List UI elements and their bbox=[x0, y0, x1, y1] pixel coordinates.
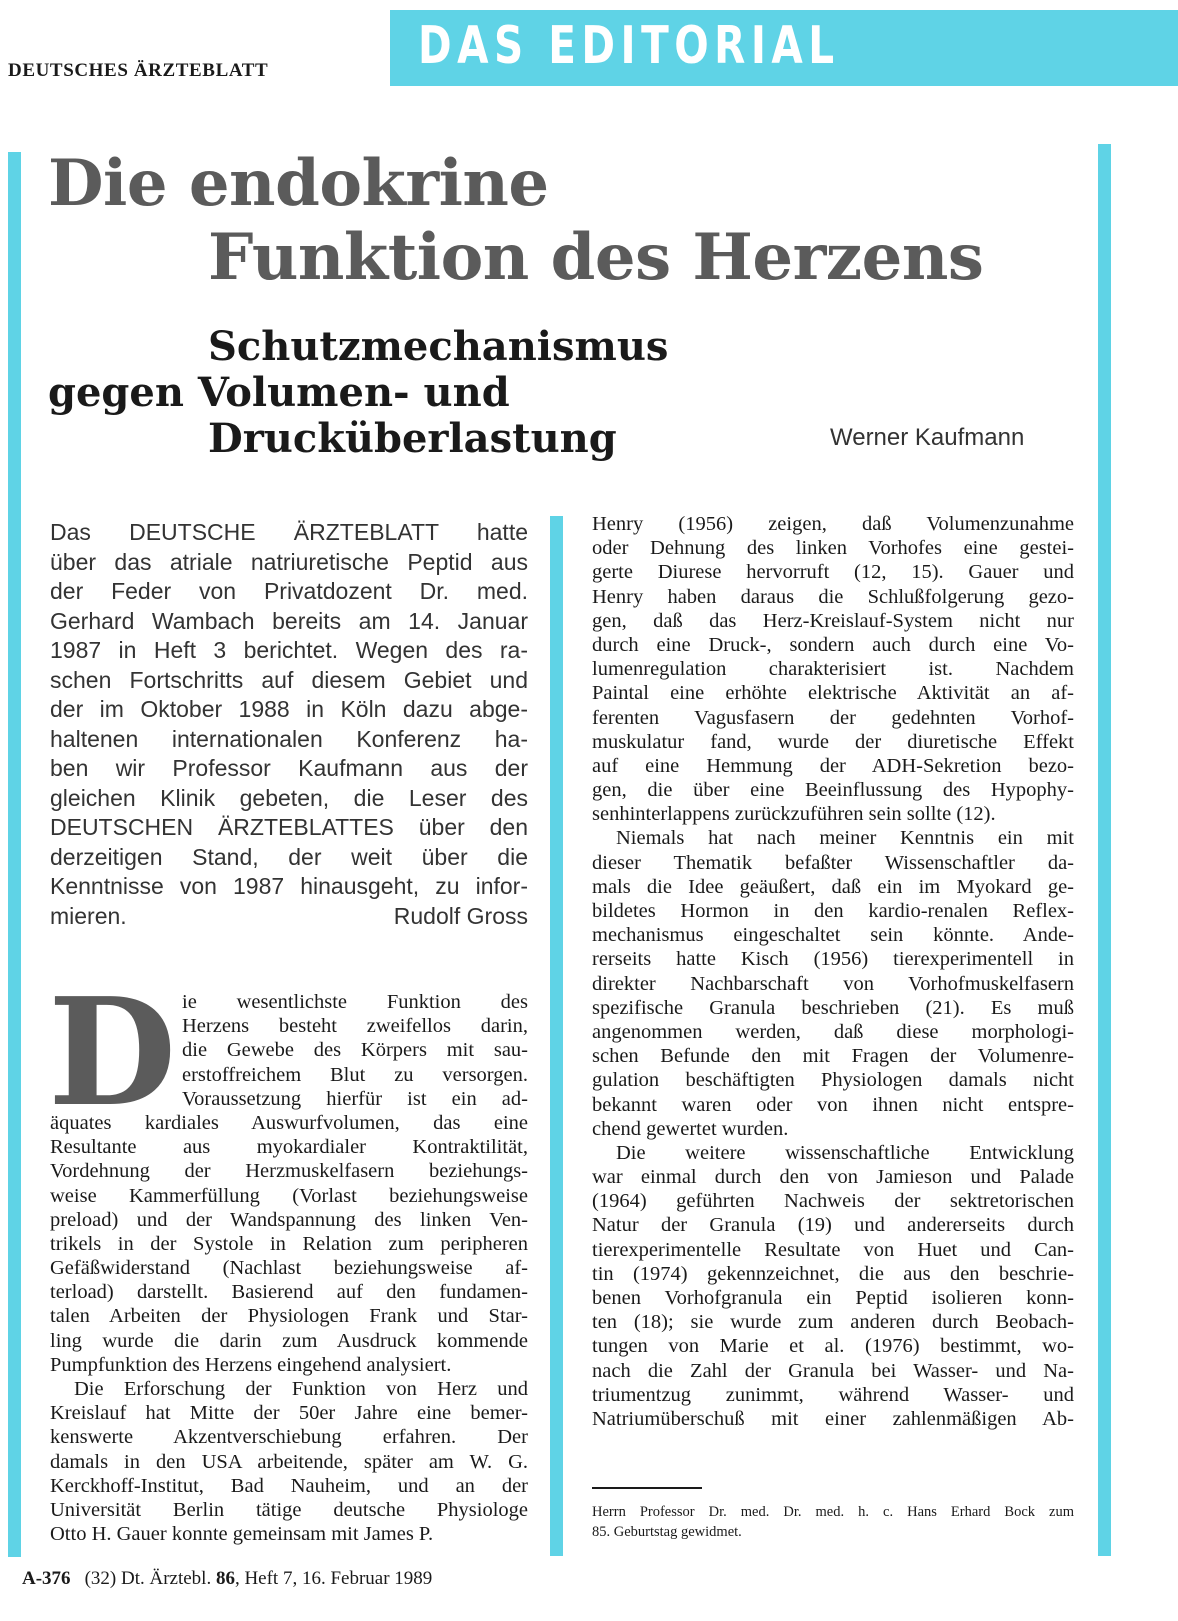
intro-signer: Rudolf Gross bbox=[393, 902, 528, 929]
intro-line: schen Fortschritts auf diesem Gebiet und bbox=[50, 666, 528, 693]
footer-issue: , Heft 7, 16. Februar 1989 bbox=[234, 1568, 433, 1589]
subtitle-line-1: Schutzmechanismus bbox=[208, 323, 669, 370]
body-line: trikels in der Systole in Relation zum peripheren bbox=[50, 1232, 528, 1255]
body-line: gerte Diurese hervorruft (12, 15). Gauer und bbox=[592, 561, 1074, 584]
body-line: oder Dehnung des linken Vorhofes eine gestei- bbox=[592, 537, 1074, 560]
body-line: Natur der Granula (19) und andererseits durch bbox=[592, 1214, 1074, 1237]
body-line: äquates kardiales Auswurfvolumen, das eine bbox=[50, 1111, 528, 1134]
body-line: bildetes Hormon in den kardio-renalen Reflex- bbox=[592, 900, 1074, 922]
body-line: Otto H. Gauer konnte gemeinsam mit James P. bbox=[50, 1523, 434, 1546]
footer-journal: (32) Dt. Ärztebl. bbox=[84, 1568, 212, 1589]
body-line: tierexperimentelle Resultate von Huet und Can- bbox=[592, 1238, 1074, 1261]
section-label: DAS EDITORIAL bbox=[418, 16, 840, 76]
body-line: preload) und der Wandspannung des linken Ven- bbox=[50, 1208, 528, 1231]
body-line: gen, die über eine Beeinflussung des Hypophy- bbox=[592, 779, 1074, 802]
body-line: Kreislauf hat Mitte der 50er Jahre eine bemer- bbox=[50, 1402, 528, 1425]
body-line: angenommen werden, daß diese morphologi- bbox=[592, 1020, 1074, 1043]
body-line: die Gewebe des Körpers mit sau- bbox=[182, 1039, 528, 1062]
intro-last-word: mieren. bbox=[50, 902, 127, 929]
body-line: Gefäßwiderstand (Nachlast beziehungsweise af- bbox=[50, 1257, 528, 1280]
footer-volume: 86 bbox=[215, 1568, 235, 1589]
masthead: DEUTSCHES ÄRZTEBLATT bbox=[8, 60, 269, 81]
body-line: ten (18); sie wurde zum anderen durch Beobach- bbox=[592, 1311, 1074, 1334]
editor-intro bbox=[50, 518, 528, 931]
intro-line: Kenntnisse von 1987 hinausgeht, zu infor- bbox=[50, 873, 528, 899]
body-line: Herzens besteht zweifellos darin, bbox=[182, 1015, 528, 1038]
intro-line: der im Oktober 1988 in Köln dazu abge- bbox=[50, 696, 528, 722]
intro-line: derzeitigen Stand, der weit über die bbox=[50, 843, 528, 870]
body-line: triumentzug zunimmt, während Wasser- und bbox=[592, 1383, 1074, 1406]
body-line: Henry (1956) zeigen, daß Volumenzunahme bbox=[592, 513, 1074, 535]
body-line: Universität Berlin tätige deutsche Physiologe bbox=[50, 1498, 528, 1521]
author-name: Werner Kaufmann bbox=[830, 424, 1025, 451]
body-line: mechanismus eingeschaltet sein könnte. Ande- bbox=[592, 924, 1074, 947]
intro-last-line bbox=[50, 902, 528, 932]
body-line: Niemals hat nach meiner Kenntnis ein mit bbox=[616, 827, 1074, 850]
body-line: gen, daß das Herz-Kreislauf-System nicht nur bbox=[592, 609, 1074, 632]
page-footer bbox=[22, 1568, 432, 1590]
body-line: Natriumüberschuß mit einer zahlenmäßigen Ab- bbox=[592, 1407, 1074, 1430]
body-line: bekannt waren oder von ihnen nicht entspre- bbox=[592, 1093, 1074, 1116]
body-line: auf eine Hemmung der ADH-Sekretion bezo- bbox=[592, 754, 1074, 777]
footnote-rule bbox=[592, 1487, 702, 1489]
body-line: nach die Zahl der Granula bei Wasser- und Na- bbox=[592, 1359, 1074, 1382]
intro-line: gleichen Klinik gebeten, die Leser des bbox=[50, 784, 528, 811]
left-accent-bar bbox=[8, 152, 21, 1557]
footnote bbox=[592, 1502, 1074, 1542]
body-line: spezifische Granula beschrieben (21). Es muß bbox=[592, 996, 1074, 1019]
article-title-line-1: Die endokrine bbox=[48, 146, 549, 221]
right-accent-bar bbox=[1098, 144, 1111, 1556]
body-line: tin (1974) gekennzeichnet, die aus den beschrie- bbox=[592, 1262, 1074, 1285]
subtitle-line-3: Drucküberlastung bbox=[208, 415, 617, 462]
body-line: erstoffreichem Blut zu versorgen. bbox=[182, 1063, 528, 1086]
body-line: ie wesentlichste Funktion des bbox=[182, 991, 528, 1013]
body-line: senhinterlappens zurückzuführen sein sollte (12). bbox=[592, 803, 996, 826]
body-line: Resultante aus myokardialer Kontraktilität, bbox=[50, 1136, 528, 1159]
page-number: A-376 bbox=[22, 1568, 71, 1589]
body-line: Pumpfunktion des Herzens eingehend analysiert. bbox=[50, 1353, 452, 1376]
body-line: chend gewertet wurden. bbox=[592, 1117, 789, 1140]
subtitle-line-2: gegen Volumen- und bbox=[48, 369, 510, 416]
article-title-line-2: Funktion des Herzens bbox=[208, 220, 984, 295]
body-line: talen Arbeiten der Physiologen Frank und Star- bbox=[50, 1305, 528, 1328]
body-line: schen Befunde den mit Fragen der Volumenre- bbox=[592, 1045, 1074, 1068]
body-line: weise Kammerfüllung (Vorlast beziehungsweise bbox=[50, 1184, 528, 1207]
drop-cap: D bbox=[48, 965, 177, 1139]
body-line: terload) darstellt. Basierend auf den fundamen- bbox=[50, 1281, 528, 1304]
body-line: rerseits hatte Kisch (1956) tierexperimentell in bbox=[592, 948, 1074, 971]
intro-line: der Feder von Privatdozent Dr. med. bbox=[50, 578, 528, 604]
intro-line: 1987 in Heft 3 berichtet. Wegen des ra- bbox=[50, 637, 528, 663]
body-line: tungen von Marie et al. (1976) bestimmt, wo- bbox=[592, 1335, 1074, 1358]
body-line: Die weitere wissenschaftliche Entwicklung bbox=[616, 1141, 1074, 1164]
intro-line: Gerhard Wambach bereits am 14. Januar bbox=[50, 607, 528, 634]
body-line: Henry haben daraus die Schlußfolgerung gezo- bbox=[592, 585, 1074, 608]
body-line: kenswerte Akzentverschiebung erfahren. Der bbox=[50, 1426, 528, 1449]
body-line: muskulatur fand, wurde der diuretische Effekt bbox=[592, 730, 1074, 753]
column-divider-bar bbox=[550, 516, 563, 1556]
body-line: direkter Nachbarschaft von Vorhofmuskelfasern bbox=[592, 972, 1074, 995]
body-line: Voraussetzung hierfür ist ein ad- bbox=[182, 1087, 528, 1110]
intro-line: DEUTSCHEN ÄRZTEBLATTES über den bbox=[50, 814, 528, 840]
body-line: war einmal durch den von Jamieson und Palade bbox=[592, 1166, 1074, 1189]
intro-line: Das DEUTSCHE ÄRZTEBLATT hatte bbox=[50, 519, 528, 545]
body-line: lumenregulation charakterisiert ist. Nachdem bbox=[592, 658, 1074, 681]
body-line: damals in den USA arbeitende, später am W. G. bbox=[50, 1450, 528, 1473]
footnote-line-2: 85. Geburtstag gewidmet. bbox=[592, 1524, 742, 1540]
body-line: dieser Thematik befaßter Wissenschaftler da- bbox=[592, 851, 1074, 874]
body-column-left bbox=[48, 965, 528, 1546]
intro-line: haltenen internationalen Konferenz ha- bbox=[50, 725, 528, 752]
body-line: mals die Idee geäußert, daß ein im Myokard ge- bbox=[592, 875, 1074, 898]
body-line: gulation beschäftigten Physiologen damals nicht bbox=[592, 1069, 1074, 1092]
body-line: ferenten Vagusfasern der gedehnten Vorhof- bbox=[592, 706, 1074, 729]
body-line: benen Vorhofgranula ein Peptid isolieren konn- bbox=[592, 1287, 1074, 1309]
intro-line: ben wir Professor Kaufmann aus der bbox=[50, 755, 528, 781]
body-line: (1964) geführten Nachweis der sektretorischen bbox=[592, 1190, 1074, 1213]
intro-line: über das atriale natriuretische Peptid aus bbox=[50, 548, 528, 575]
body-line: durch eine Druck-, sondern auch durch eine Vo- bbox=[592, 633, 1074, 656]
footnote-line-1: Herrn Professor Dr. med. Dr. med. h. c. Hans Erhard Bock zum bbox=[592, 1504, 1074, 1520]
body-line: Kerckhoff-Institut, Bad Nauheim, und an der bbox=[50, 1474, 528, 1497]
body-column-right bbox=[592, 512, 1074, 1431]
body-line: Paintal eine erhöhte elektrische Aktivität an af- bbox=[592, 682, 1074, 705]
body-line: Die Erforschung der Funktion von Herz und bbox=[74, 1378, 528, 1400]
body-line: ling wurde die darin zum Ausdruck kommende bbox=[50, 1329, 528, 1352]
body-line: Vordehnung der Herzmuskelfasern beziehungs- bbox=[50, 1160, 528, 1183]
